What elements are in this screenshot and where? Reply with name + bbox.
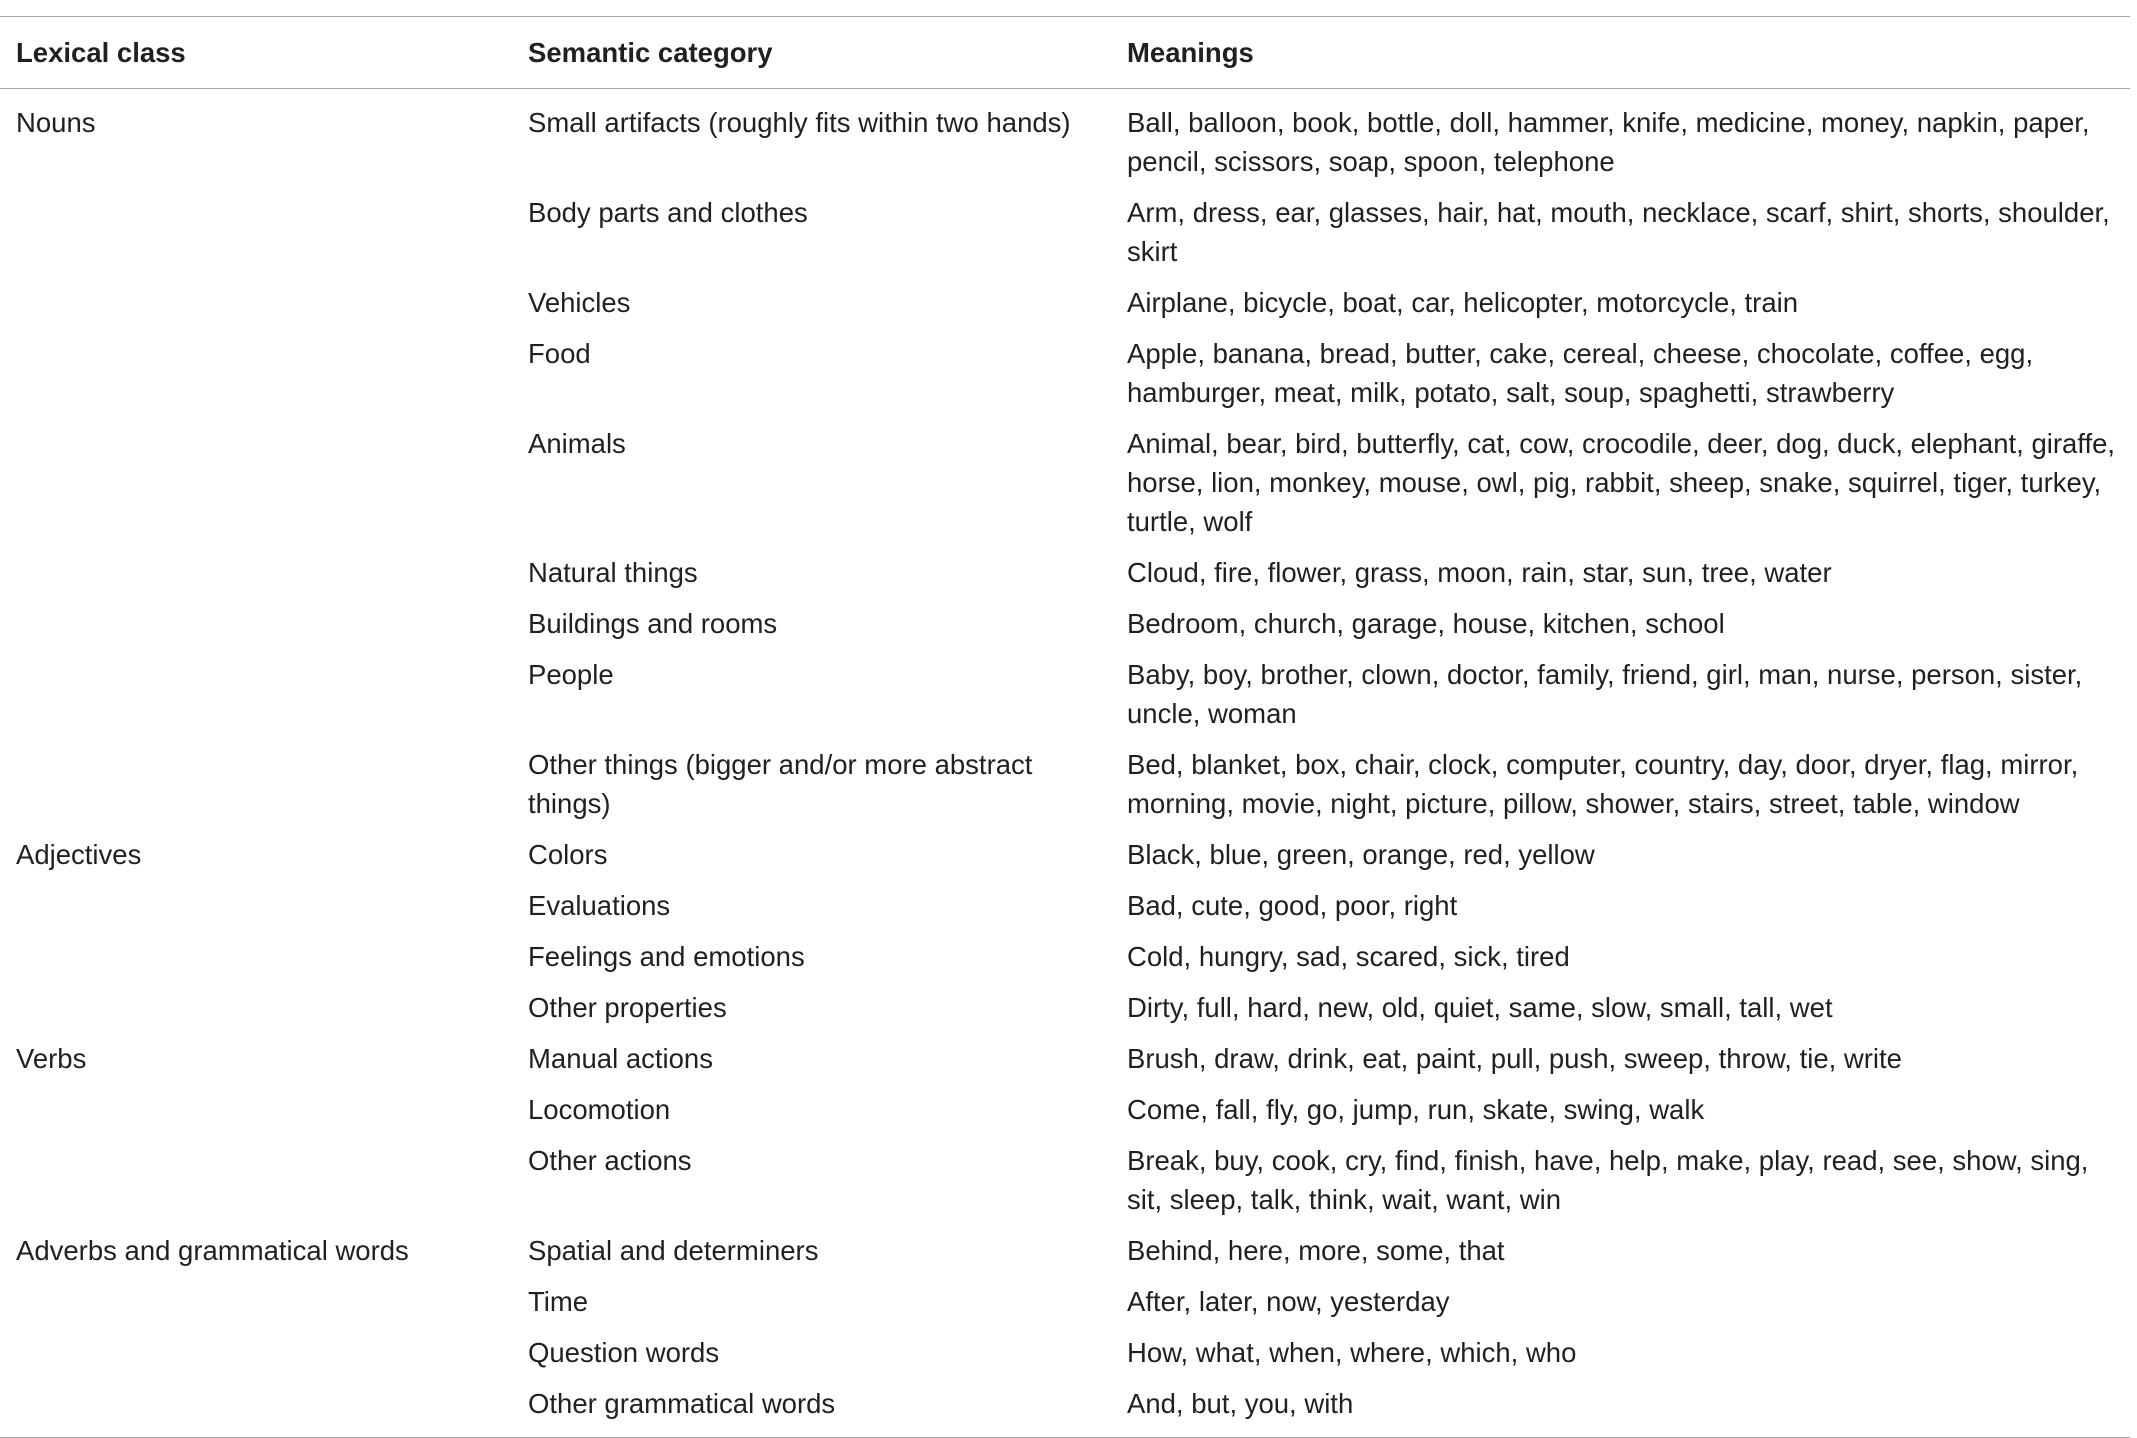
lexical-class-cell: Adjectives	[16, 839, 142, 870]
semantic-category-cell: Small artifacts (roughly fits within two hands)	[528, 107, 1071, 138]
lexical-class-cell	[0, 651, 512, 741]
table-row	[0, 1137, 2130, 1227]
table-row	[0, 549, 2130, 600]
lexical-class-cell	[0, 1278, 512, 1329]
meanings-cell: And, but, you, with	[1127, 1388, 1354, 1419]
semantic-category-cell: Evaluations	[528, 890, 671, 921]
meanings-cell: Dirty, full, hard, new, old, quiet, same, slow, small, tall, wet	[1127, 992, 1833, 1023]
meanings-cell: Bad, cute, good, poor, right	[1127, 890, 1458, 921]
semantic-category-cell: Locomotion	[528, 1094, 671, 1125]
lexical-class-cell: Adverbs and grammatical words	[16, 1235, 409, 1266]
table-row	[0, 1278, 2130, 1329]
lexical-class-cell	[0, 549, 512, 600]
lexical-table	[0, 16, 2130, 1438]
meanings-cell: Baby, boy, brother, clown, doctor, family, friend, girl, man, nurse, person, sister, uncle, woman	[1127, 659, 2083, 729]
semantic-category-cell: Natural things	[528, 557, 698, 588]
table-header	[0, 17, 2130, 89]
semantic-category-cell: Animals	[528, 428, 626, 459]
lexical-class-cell: Verbs	[16, 1043, 87, 1074]
table-row	[0, 741, 2130, 831]
lexical-class-cell	[0, 1380, 512, 1438]
lexical-class-cell	[0, 882, 512, 933]
meanings-cell: Arm, dress, ear, glasses, hair, hat, mouth, necklace, scarf, shirt, shorts, shoulder, skirt	[1127, 197, 2110, 267]
meanings-cell: Break, buy, cook, cry, find, finish, have, help, make, play, read, see, show, sing, sit, sleep, talk, think, wait, want, win	[1127, 1145, 2089, 1215]
semantic-category-cell: Time	[528, 1286, 589, 1317]
semantic-category-cell: Food	[528, 338, 591, 369]
meanings-cell: Bedroom, church, garage, house, kitchen, school	[1127, 608, 1725, 639]
semantic-category-cell: Colors	[528, 839, 608, 870]
header-meanings: Meanings	[1127, 37, 1254, 68]
meanings-cell: Airplane, bicycle, boat, car, helicopter, motorcycle, train	[1127, 287, 1799, 318]
lexical-class-cell	[0, 1329, 512, 1380]
table-row	[0, 1227, 2130, 1278]
lexical-class-cell	[0, 279, 512, 330]
table-row	[0, 1329, 2130, 1380]
semantic-category-cell: Other properties	[528, 992, 727, 1023]
meanings-cell: Brush, draw, drink, eat, paint, pull, push, sweep, throw, tie, write	[1127, 1043, 1902, 1074]
meanings-cell: Ball, balloon, book, bottle, doll, hammer, knife, medicine, money, napkin, paper, pencil, scissors, soap, spoon, telephone	[1127, 107, 2090, 177]
lexical-class-cell	[0, 1137, 512, 1227]
meanings-cell: Bed, blanket, box, chair, clock, computer, country, day, door, dryer, flag, mirror, morning, movie, night, picture, pillow, shower, stairs, street, table, window	[1127, 749, 2079, 819]
lexical-class-cell: Nouns	[16, 107, 96, 138]
table-row	[0, 600, 2130, 651]
semantic-category-cell: Manual actions	[528, 1043, 713, 1074]
lexical-class-cell	[0, 984, 512, 1035]
table-row	[0, 984, 2130, 1035]
meanings-cell: Black, blue, green, orange, red, yellow	[1127, 839, 1595, 870]
lexical-class-cell	[0, 189, 512, 279]
meanings-cell: Apple, banana, bread, butter, cake, cereal, cheese, chocolate, coffee, egg, hamburger, meat, milk, potato, salt, soup, spaghetti, strawberry	[1127, 338, 2034, 408]
semantic-category-cell: Spatial and determiners	[528, 1235, 819, 1266]
semantic-category-cell: Vehicles	[528, 287, 631, 318]
meanings-cell: Cloud, fire, flower, grass, moon, rain, star, sun, tree, water	[1127, 557, 1832, 588]
table-row	[0, 420, 2130, 549]
lexical-class-cell	[0, 933, 512, 984]
table-row	[0, 651, 2130, 741]
meanings-cell: Animal, bear, bird, butterfly, cat, cow, crocodile, deer, dog, duck, elephant, giraffe, horse, lion, monkey, mouse, owl, pig, rabbit, sheep, snake, squirrel, tiger, turkey, turtle, wolf	[1127, 428, 2116, 537]
table-row	[0, 1035, 2130, 1086]
lexical-class-cell	[0, 600, 512, 651]
semantic-category-cell: Body parts and clothes	[528, 197, 808, 228]
table-row	[0, 933, 2130, 984]
semantic-category-cell: Other actions	[528, 1145, 692, 1176]
header-lexical-class: Lexical class	[16, 37, 186, 68]
meanings-cell: After, later, now, yesterday	[1127, 1286, 1450, 1317]
lexical-class-cell	[0, 1086, 512, 1137]
meanings-cell: Cold, hungry, sad, scared, sick, tired	[1127, 941, 1570, 972]
meanings-cell: Come, fall, fly, go, jump, run, skate, swing, walk	[1127, 1094, 1705, 1125]
semantic-category-cell: Feelings and emotions	[528, 941, 805, 972]
table-row	[0, 831, 2130, 882]
table-body	[0, 89, 2130, 1438]
semantic-category-cell: Other things (bigger and/or more abstract things)	[528, 749, 1033, 819]
lexical-class-cell	[0, 330, 512, 420]
table-row	[0, 279, 2130, 330]
table-row	[0, 1086, 2130, 1137]
table-row	[0, 330, 2130, 420]
meanings-cell: Behind, here, more, some, that	[1127, 1235, 1505, 1266]
semantic-category-cell: Question words	[528, 1337, 720, 1368]
lexical-class-cell	[0, 741, 512, 831]
semantic-category-cell: People	[528, 659, 614, 690]
table-row	[0, 89, 2130, 190]
table-row	[0, 189, 2130, 279]
lexical-class-cell	[0, 420, 512, 549]
header-row	[0, 17, 2130, 89]
header-semantic-category: Semantic category	[528, 37, 773, 68]
table-row	[0, 882, 2130, 933]
meanings-cell: How, what, when, where, which, who	[1127, 1337, 1577, 1368]
semantic-category-cell: Other grammatical words	[528, 1388, 836, 1419]
table-row	[0, 1380, 2130, 1438]
table-container	[0, 16, 2130, 1438]
semantic-category-cell: Buildings and rooms	[528, 608, 778, 639]
